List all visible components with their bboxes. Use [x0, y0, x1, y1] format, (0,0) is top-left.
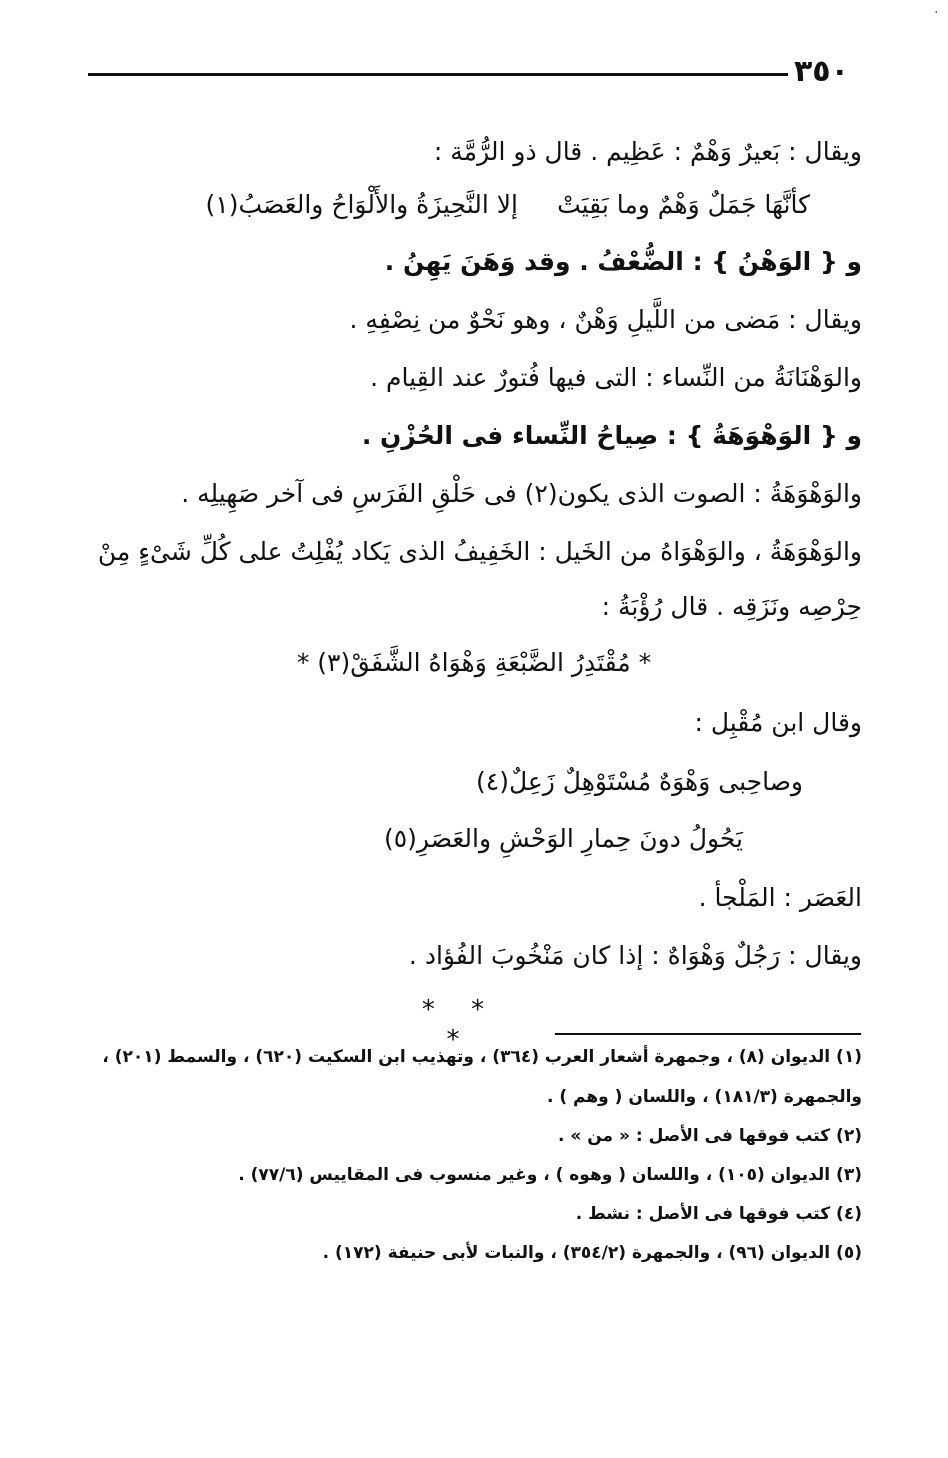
text-line-9: حِرْصِه ونَزَقِه . قال رُؤْبَةُ : [601, 592, 862, 621]
text-line-8: والوَهْوَهَةُ ، والوَهْوَاهُ من الخَيل : الخَفِيفُ الذى يَكاد يُفْلِتُ على كُلِّ شَىْءٍ مِنْ [97, 537, 862, 566]
corner-mark: ٠ [932, 4, 940, 20]
header-rule [88, 73, 788, 76]
text-line-14: العَصَر : المَلْجأ . [698, 883, 862, 912]
verse-ruba: * مُقْتَدِرُ الضَّبْعَةِ وَهْوَاهُ الشَّفَقْ(٣) * [296, 648, 652, 677]
entry-wahwaha: و { الوَهْوَهَةُ } : صِياحُ النِّساء فى الحُزْنِ . [361, 421, 862, 450]
text-line-1: ويقال : بَعيرٌ وَهْمٌ : عَظِيم . قال ذو الرُّمَّة : [433, 137, 862, 166]
verse-ibn-muqbil-2: يَحُولُ دونَ حِمارِ الوَحْشِ والعَصَرِ(٥) [383, 824, 743, 853]
section-separator: * * * [421, 995, 499, 1055]
text-line-4: ويقال : مَضى من اللَّيلِ وَهْنٌ ، وهو نَحْوٌ من نِصْفِهِ . [349, 305, 862, 334]
text-line-11: وقال ابن مُقْبِل : [694, 708, 862, 737]
footnote-5: (٥) الديوان (٩٦) ، والجمهرة (٣٥٤/٢) ، والنبات لأبى حنيفة (١٧٢) . [322, 1243, 862, 1263]
footnote-4: (٤) كتب فوقها فى الأصل : نشط . [575, 1204, 862, 1224]
text-line-7: والوَهْوَهَةُ : الصوت الذى يكون(٢) فى حَلْقِ الفَرَسِ فى آخر صَهِيلِه . [181, 479, 862, 508]
verse-1-first-hemistich: كأنَّهَا جَمَلٌ وَهْمٌ وما بَقِيَتْ [557, 190, 810, 219]
verse-1-second-hemistich: إلا النَّحِيزَةُ والأَلْوَاحُ والعَصَبُ(١) [205, 190, 518, 219]
page-number: ٣٥٠ [794, 54, 849, 89]
footnote-3: (٣) الديوان (١٠٥) ، واللسان ( وهوه ) ، وغير منسوب فى المقاييس (٧٧/٦) . [238, 1165, 862, 1185]
text-line-15: ويقال : رَجُلٌ وَهْوَاهٌ : إذا كان مَنْخُوبَ الفُؤاد . [408, 941, 862, 970]
text-line-5: والوَهْنَانَةُ من النِّساء : التى فيها فُتورٌ عند القِيام . [370, 363, 862, 392]
footnote-1a: (١) الديوان (٨) ، وجمهرة أشعار العرب (٣٦٤) ، وتهذيب ابن السكيت (٦٢٠) ، والسمط (٢٠١) ، [102, 1047, 862, 1067]
footnote-1b: والجمهرة (١٨١/٣) ، واللسان ( وهم ) . [546, 1087, 862, 1107]
footnote-rule [555, 1033, 861, 1035]
entry-wahn: و { الوَهْنُ } : الضُّعْفُ . وقد وَهَنَ يَهِنُ . [384, 247, 862, 276]
footnote-2: (٢) كتب فوقها فى الأصل : « من » . [557, 1126, 862, 1146]
verse-ibn-muqbil-1: وصاحِبى وَهْوَهٌ مُسْتَوْهِلٌ زَعِلٌ(٤) [475, 767, 803, 796]
